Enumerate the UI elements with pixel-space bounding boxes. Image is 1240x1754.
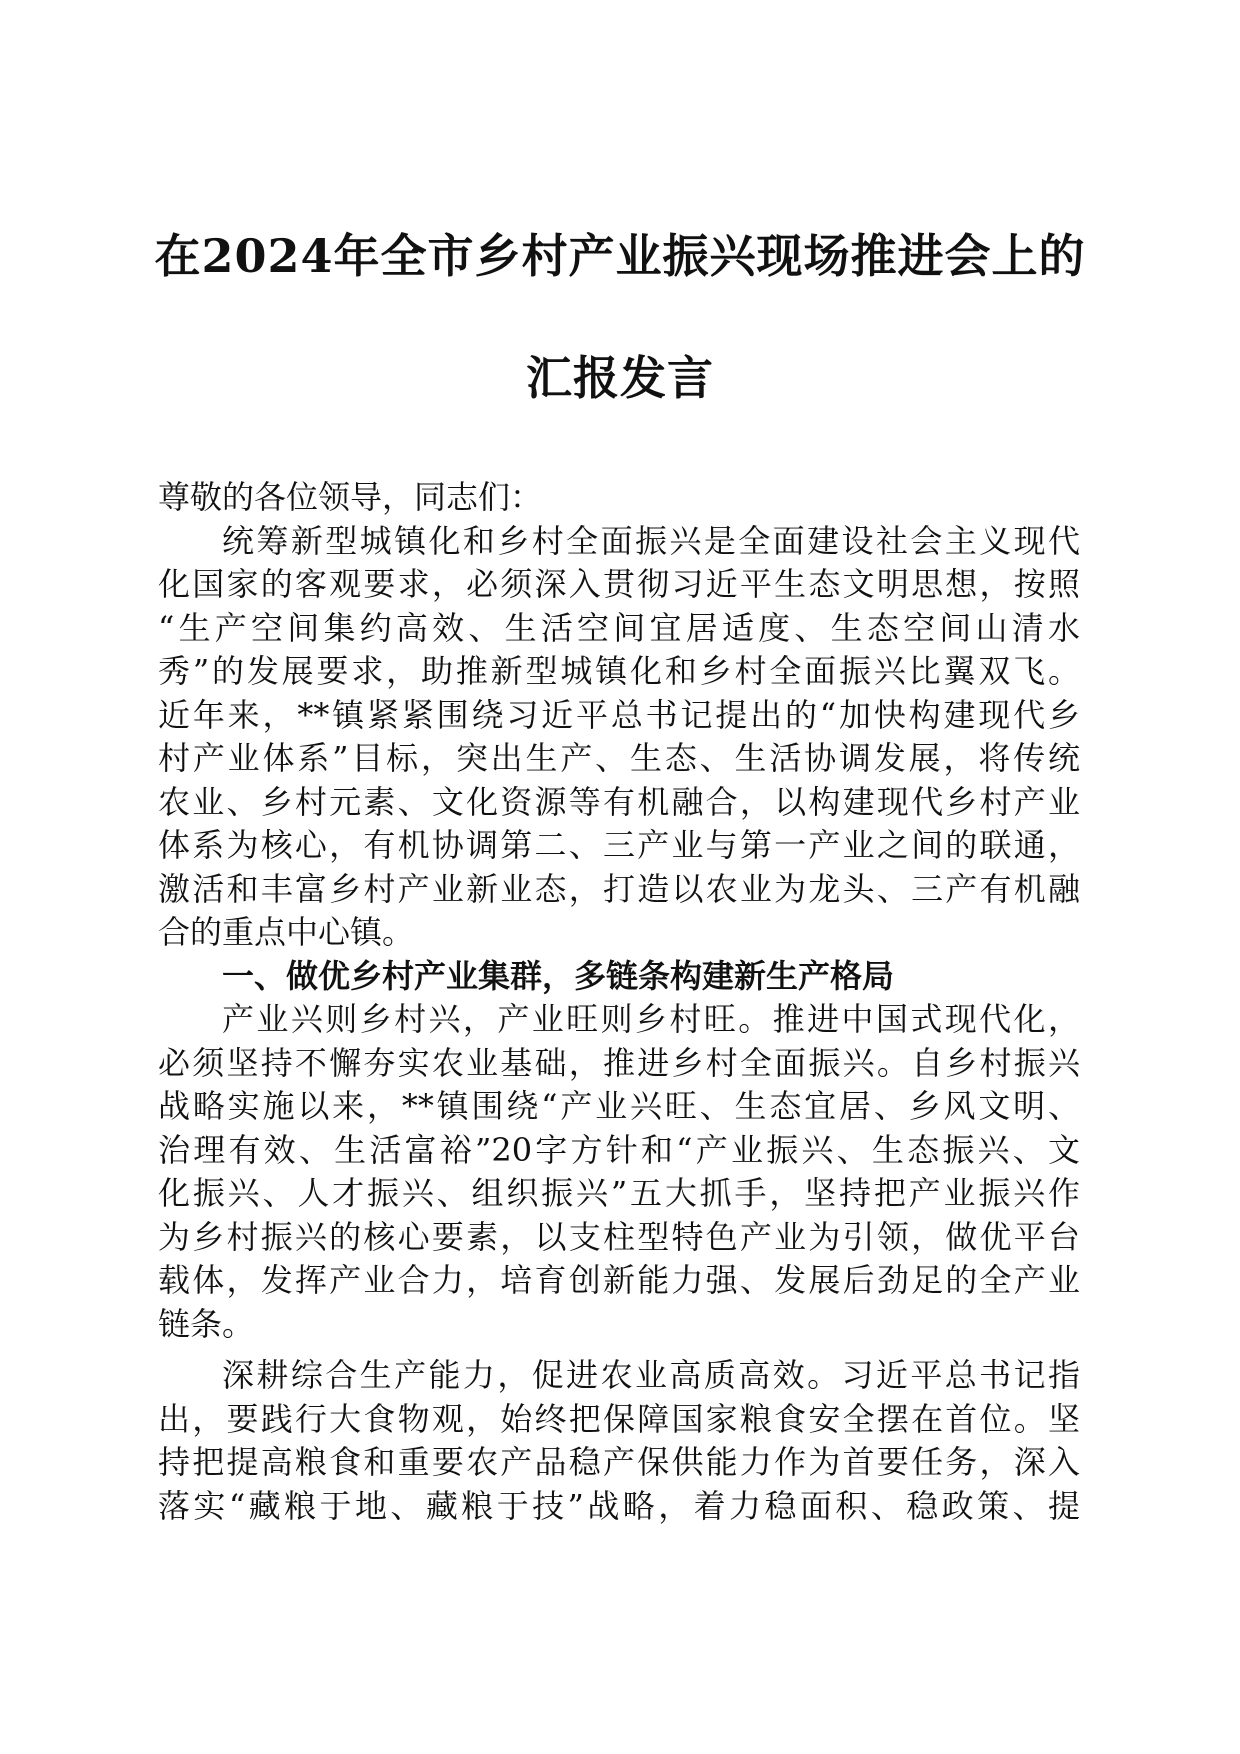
section-1-paragraph-1-line: 化振兴、人才振兴、组织振兴”五大抓手，坚持把产业振兴作 (158, 1174, 1080, 1212)
intro-paragraph-line: 体系为核心，有机协调第二、三产业与第一产业之间的联通， (158, 826, 1080, 864)
document-title-line-1: 在2024年全市乡村产业振兴现场推进会上的 (154, 229, 1086, 283)
section-1-paragraph-1-line: 必须坚持不懈夯实农业基础，推进乡村全面振兴。自乡村振兴 (158, 1043, 1080, 1082)
section-1-paragraph-2-line: 持把提高粮食和重要农产品稳产保供能力作为首要任务，深入 (158, 1443, 1080, 1481)
intro-paragraph-line: 化国家的客观要求，必须深入贯彻习近平生态文明思想，按照 (158, 565, 1080, 603)
salutation: 尊敬的各位领导，同志们： (158, 478, 543, 516)
intro-paragraph-line: 农业、乡村元素、文化资源等有机融合，以构建现代乡村产业 (158, 782, 1080, 821)
paragraph-gap (158, 1346, 1080, 1354)
intro-paragraph-line: 秀”的发展要求，助推新型城镇化和乡村全面振兴比翼双飞。 (158, 652, 1080, 690)
section-1-paragraph-1-line: 产业兴则乡村兴，产业旺则乡村旺。推进中国式现代化， (222, 1000, 1080, 1038)
intro-paragraph-line: 激活和丰富乡村产业新业态，打造以农业为龙头、三产有机融 (158, 869, 1080, 908)
intro-paragraph-line: 统筹新型城镇化和乡村全面振兴是全面建设社会主义现代 (222, 521, 1080, 560)
section-1-paragraph-2-line: 深耕综合生产能力，促进农业高质高效。习近平总书记指 (222, 1356, 1080, 1394)
intro-paragraph-line: 村产业体系”目标，突出生产、生态、生活协调发展，将传统 (158, 739, 1080, 777)
section-1-paragraph-1-line: 载体，发挥产业合力，培育创新能力强、发展后劲足的全产业 (158, 1261, 1080, 1299)
document-body (158, 476, 1080, 1528)
section-1-paragraph-2-line: 出，要践行大食物观，始终把保障国家粮食安全摆在首位。坚 (158, 1399, 1080, 1438)
intro-paragraph-line: “生产空间集约高效、生活空间宜居适度、生态空间山清水 (158, 608, 1080, 647)
section-1-paragraph-1-line: 为乡村振兴的核心要素，以支柱型特色产业为引领，做优平台 (158, 1217, 1080, 1256)
section-1-paragraph-1-line: 治理有效、生活富裕”20字方针和“产业振兴、生态振兴、文 (158, 1130, 1080, 1169)
section-1-paragraph-1-line: 战略实施以来，**镇围绕“产业兴旺、生态宜居、乡风文明、 (158, 1087, 1080, 1125)
section-1-paragraph-2-line: 落实“藏粮于地、藏粮于技”战略，着力稳面积、稳政策、提 (158, 1486, 1080, 1525)
document-title-line-2: 汇报发言 (526, 351, 714, 405)
section-1-paragraph-1-line: 链条。 (158, 1304, 255, 1343)
section-1-heading: 一、做优乡村产业集群，多链条构建新生产格局 (222, 956, 895, 995)
intro-paragraph-line: 合的重点中心镇。 (158, 913, 415, 951)
intro-paragraph-line: 近年来，**镇紧紧围绕习近平总书记提出的“加快构建现代乡 (158, 695, 1080, 734)
